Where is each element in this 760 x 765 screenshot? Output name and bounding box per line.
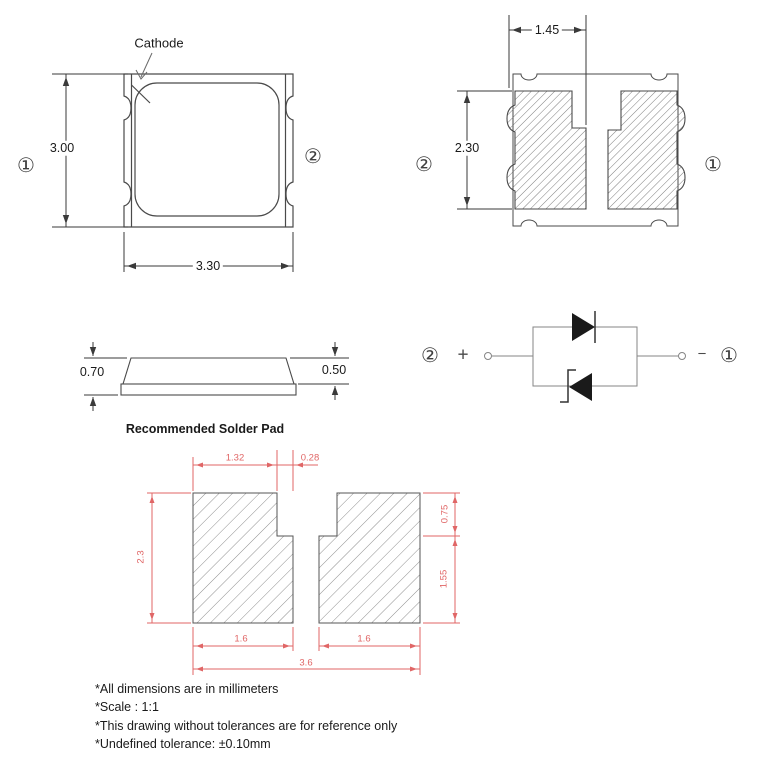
pad-notch-depth-dim: 0.75 <box>439 504 451 524</box>
solder-pad-title: Recommended Solder Pad <box>125 421 285 436</box>
bottom-view-inner-width-dim: 1.45 <box>532 23 562 38</box>
cathode-chamfer-mark <box>132 85 151 103</box>
anode-pad <box>608 91 685 209</box>
note-tolerance: *Undefined tolerance: ±0.10mm <box>95 737 271 751</box>
top-view-outline <box>124 74 293 227</box>
pad-height-dim: 2.3 <box>135 550 147 564</box>
cathode-label: Cathode <box>134 35 184 51</box>
top-view-width-dim: 3.30 <box>193 259 223 274</box>
cathode-pad <box>507 91 586 209</box>
side-view-body-height-dim: 0.50 <box>321 362 347 377</box>
solder-pad-left <box>193 493 293 623</box>
pad-notch-offset-dim: 1.32 <box>225 452 245 464</box>
side-view-total-height-dim: 0.70 <box>79 364 105 379</box>
led-diode-symbol <box>572 311 595 343</box>
note-scale: *Scale : 1:1 <box>95 700 159 714</box>
circuit-diagram <box>485 327 686 386</box>
bottom-view-pads <box>507 91 685 209</box>
terminal-circle-left <box>485 353 492 360</box>
plus-sign: + <box>457 344 469 366</box>
pad-notch-width-dim: 0.28 <box>300 452 320 464</box>
side-view-dimensions <box>84 342 349 411</box>
note-units: *All dimensions are in millimeters <box>95 682 279 696</box>
pin1-marker-circuit: ① <box>720 345 738 367</box>
pin2-marker-bottom-view: ② <box>415 154 433 176</box>
side-view-outline <box>121 358 296 395</box>
pad-lower-height-dim: 1.55 <box>438 569 450 589</box>
terminal-circle-right <box>679 353 686 360</box>
top-view-dimensions <box>52 74 293 272</box>
cathode-pointer-arrow <box>136 53 152 79</box>
total-width-dim: 3.6 <box>299 657 313 669</box>
minus-sign: − <box>697 345 707 363</box>
right-pad-width-dim: 1.6 <box>357 633 371 645</box>
pin2-marker-top-view: ② <box>304 146 322 168</box>
pin1-marker-top-view: ① <box>17 155 35 177</box>
note-reference: *This drawing without tolerances are for reference only <box>95 719 398 733</box>
solder-pad-shapes <box>193 493 420 623</box>
pin1-marker-bottom-view: ① <box>704 154 722 176</box>
left-pad-width-dim: 1.6 <box>234 633 248 645</box>
pin2-marker-circuit: ② <box>421 345 439 367</box>
top-view-height-dim: 3.00 <box>47 141 77 156</box>
bottom-view-pad-height-dim: 2.30 <box>452 141 482 156</box>
solder-pad-right <box>319 493 420 623</box>
